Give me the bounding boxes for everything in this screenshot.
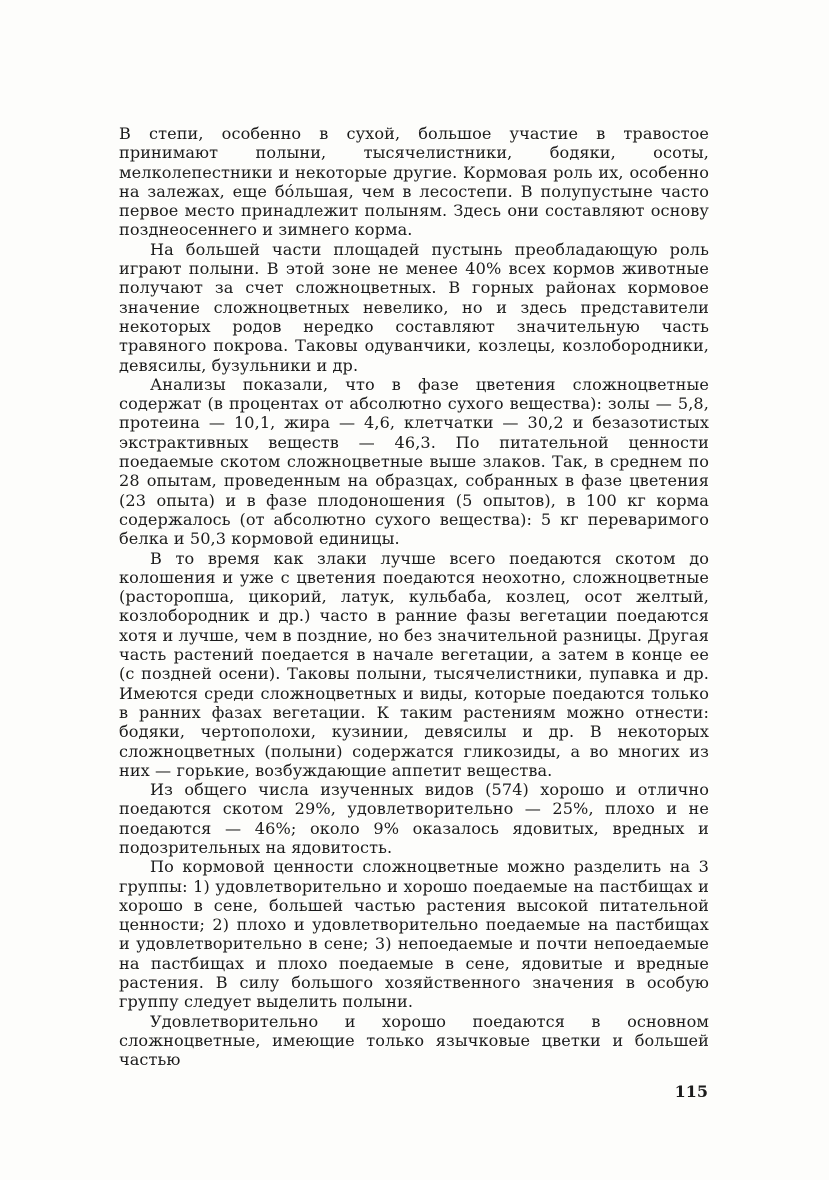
paragraph-feed-groups: По кормовой ценности сложноцветные можно разделить на 3 группы: 1) удовлетворительно и хорошо поедаемые на пастбищах и хорошо в сене, большей частью растения высокой питательной ценности; 2) плохо и удовлетворительно поедаемые на пастбищах и удовлетворительно в сене; 3) непоедаемые и почти непоедаемые на пастбищах и плохо поедаемые в сене, ядовитые и вредные растения. В силу большого хозяйственного значения в особую группу следует выделить полыни. (119, 857, 709, 1012)
paragraph-species-statistics: Из общего числа изученных видов (574) хорошо и отлично поедаются скотом 29%, удовлетворительно — 25%, плохо и не поедаются — 46%; около 9% оказалось ядовитых, вредных и подозрительных на ядовитость. (119, 780, 709, 857)
paragraph-deserts: На большей части площадей пустынь преобладающую роль играют полыни. В этой зоне не менее 40% всех кормов животные получают за счет сложноцветных. В горных районах кормовое значение сложноцветных невелико, но и здесь представители некоторых родов нередко составляют значительную часть травяного покрова. Таковы одуванчики, козлецы, козлобородники, девясилы, бузульники и др. (119, 239, 709, 375)
paragraph-grazing-phases: В то время как злаки лучше всего поедаются скотом до колошения и уже с цветения поедаются неохотно, сложноцветные (расторопша, цикорий, латук, кульбаба, козлец, осот желтый, козлобородник и др.) часто в ранние фазы вегетации поедаются хотя и лучше, чем в поздние, но без значительной разницы. Другая часть растений поедается в начале вегетации, а затем в конце ее (с поздней осени). Таковы полыни, тысячелистники, пупавка и др. Имеются среди сложноцветных и виды, которые поедаются только в ранних фазах вегетации. К таким растениям можно отнести: бодяки, чертополохи, кузинии, девясилы и др. В некоторых сложноцветных (полыни) содержатся гликозиды, а во многих из них — горькие, возбуждающие аппетит вещества. (119, 548, 709, 780)
body-text (119, 124, 709, 1070)
paragraph-steppe: В степи, особенно в сухой, большое участие в травостое принимают полыни, тысячелистники, бодяки, осоты, мелколепестники и некоторые другие. Кормовая роль их, особенно на залежах, еще бо́льшая, чем в лесостепи. В полупустыне часто первое место принадлежит полыням. Здесь они составляют основу позднеосеннего и зимнего корма. (119, 124, 709, 240)
paragraph-analyses: Анализы показали, что в фазе цветения сложноцветные содержат (в процентах от абсолютно сухого вещества): золы — 5,8, протеина — 10,1, жира — 4,6, клетчатки — 30,2 и безазотистых экстрактивных веществ — 46,3. По питательной ценности поедаемые скотом сложноцветные выше злаков. Так, в среднем по 28 опытам, проведенным на образцах, собранных в фазе цветения (23 опыта) и в фазе плодоношения (5 опытов), в 100 кг корма содержалось (от абсолютно сухого вещества): 5 кг переваримого белка и 50,3 кормовой единицы. (119, 374, 709, 549)
page-number: 115 (674, 1082, 708, 1101)
paragraph-ligulate: Удовлетворительно и хорошо поедаются в основном сложноцветные, имеющие только язычковые цветки и большей частью (119, 1011, 709, 1070)
